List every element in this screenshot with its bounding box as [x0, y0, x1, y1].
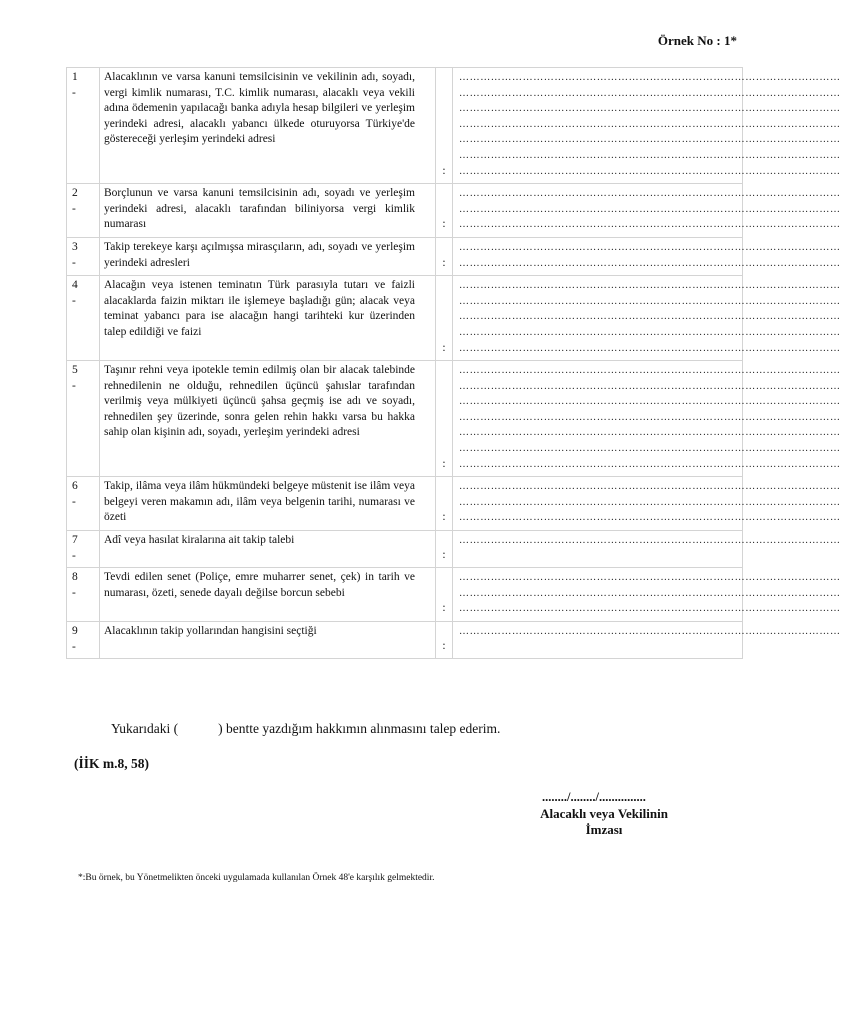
row-label-cell: [100, 68, 436, 184]
form-row: [67, 568, 743, 622]
row-label: Alacaklının takip yollarından hangisini seçtiği: [104, 625, 317, 637]
row-number: [67, 276, 100, 361]
row-label-cell: [100, 237, 436, 275]
dotted-line[interactable]: ………………………………………………………………………………………………: [459, 118, 841, 130]
dotted-line[interactable]: ………………………………………………………………………………………………: [459, 411, 841, 423]
dotted-line[interactable]: ………………………………………………………………………………………………: [459, 496, 841, 508]
dotted-line[interactable]: ………………………………………………………………………………………………: [459, 295, 841, 307]
dotted-line[interactable]: ………………………………………………………………………………………………: [459, 188, 841, 200]
row-colon: :: [436, 237, 453, 275]
dotted-line[interactable]: ………………………………………………………………………………………………: [459, 587, 841, 599]
row-answer-field[interactable]: [453, 622, 841, 659]
row-label-cell: [100, 477, 436, 531]
row-number-dash: -: [72, 549, 76, 562]
form-row: [67, 184, 743, 238]
form-row: [67, 237, 743, 275]
request-text-after: ) bentte yazdığım hakkımın alınmasını talep ederim.: [218, 721, 501, 736]
dotted-line[interactable]: ………………………………………………………………………………………………: [459, 365, 841, 377]
dotted-line[interactable]: ………………………………………………………………………………………………: [459, 458, 841, 470]
dotted-line[interactable]: ………………………………………………………………………………………………: [459, 219, 841, 231]
row-colon: :: [436, 531, 453, 568]
row-number-digit: 1: [72, 71, 78, 83]
row-colon: :: [436, 68, 453, 184]
row-answer-field[interactable]: [453, 68, 841, 184]
dotted-line[interactable]: ………………………………………………………………………………………………: [459, 134, 841, 146]
footnote: *:Bu örnek, bu Yönetmelikten önceki uygulamada kullanılan Örnek 48'e karşılık gelmektedir.: [78, 873, 435, 883]
row-number-dash: -: [72, 495, 76, 508]
row-label-cell: [100, 622, 436, 659]
row-number-dash: -: [72, 202, 76, 215]
dotted-line[interactable]: ………………………………………………………………………………………………: [459, 342, 841, 354]
row-label-cell: [100, 361, 436, 477]
form-row: [67, 531, 743, 568]
dotted-line[interactable]: ………………………………………………………………………………………………: [459, 481, 841, 493]
row-number-dash: -: [72, 640, 76, 653]
row-number-digit: 4: [72, 279, 78, 292]
row-number: [67, 68, 100, 184]
row-number-digit: 5: [72, 364, 78, 377]
row-number-digit: 8: [72, 571, 78, 584]
dotted-line[interactable]: ………………………………………………………………………………………………: [459, 603, 841, 615]
row-label-cell: [100, 184, 436, 238]
dotted-line[interactable]: ………………………………………………………………………………………………: [459, 427, 841, 439]
row-colon: :: [436, 568, 453, 622]
dotted-line[interactable]: ………………………………………………………………………………………………: [459, 380, 841, 392]
row-number-dash: -: [72, 379, 76, 392]
row-number-dash: -: [72, 294, 76, 307]
row-label: Tevdi edilen senet (Poliçe, emre muharrer senet, çek) in tarih ve numarası, özeti, senede dayalı değilse borcun sebebi: [104, 571, 415, 599]
row-number-digit: 9: [72, 625, 78, 637]
row-answer-field[interactable]: [453, 184, 841, 238]
dotted-line[interactable]: ………………………………………………………………………………………………: [459, 241, 841, 253]
row-number: [67, 531, 100, 568]
row-answer-field[interactable]: [453, 477, 841, 531]
form-row: [67, 276, 743, 361]
request-text-before: Yukarıdaki (: [111, 721, 179, 736]
dotted-line[interactable]: ………………………………………………………………………………………………: [459, 103, 841, 115]
dotted-line[interactable]: ………………………………………………………………………………………………: [459, 257, 841, 269]
row-number-dash: -: [72, 586, 76, 599]
row-number: [67, 568, 100, 622]
form-row: [67, 477, 743, 531]
dotted-line[interactable]: ………………………………………………………………………………………………: [459, 311, 841, 323]
row-colon: :: [436, 622, 453, 659]
dotted-line[interactable]: ………………………………………………………………………………………………: [459, 149, 841, 161]
row-label-cell: [100, 568, 436, 622]
row-number-digit: 2: [72, 187, 78, 200]
dotted-line[interactable]: ………………………………………………………………………………………………: [459, 443, 841, 455]
dotted-line[interactable]: ………………………………………………………………………………………………: [459, 512, 841, 524]
form-row: [67, 361, 743, 477]
row-label-cell: [100, 531, 436, 568]
dotted-line[interactable]: ………………………………………………………………………………………………: [459, 535, 841, 547]
law-reference: (İİK m.8, 58): [74, 756, 149, 771]
row-colon: :: [436, 184, 453, 238]
row-number: [67, 237, 100, 275]
dotted-line[interactable]: ………………………………………………………………………………………………: [459, 572, 841, 584]
row-number-digit: 3: [72, 240, 78, 253]
row-number: [67, 184, 100, 238]
dotted-line[interactable]: ………………………………………………………………………………………………: [459, 165, 841, 177]
row-number: [67, 361, 100, 477]
row-label: Takip terekeye karşı açılmışsa mirasçıların, adı, soyadı ve yerleşim yerindeki adresleri: [104, 240, 415, 269]
row-colon: :: [436, 361, 453, 477]
row-label-cell: [100, 276, 436, 361]
row-answer-field[interactable]: [453, 361, 841, 477]
dotted-line[interactable]: ………………………………………………………………………………………………: [459, 396, 841, 408]
dotted-line[interactable]: ………………………………………………………………………………………………: [459, 203, 841, 215]
row-label: Alacaklının ve varsa kanuni temsilcisinin ve vekilinin adı, soyadı, vergi kimlik numarası, T.C. kimlik numarası, alacaklı veya vekili adına ödemenin yapılacağı banka adıyla hesap bilgileri ve yerleşim yerindeki adresi, alacaklı yabancı ülkede oturuyorsa Türkiye'de göstereceği yerleşim yerindeki adresi: [104, 71, 415, 146]
form-rows: [67, 68, 841, 659]
row-label: Alacağın veya istenen teminatın Türk parasıyla tutarı ve faizli alacaklarda faizin miktarı ile işlemeye başladığı gün; alacak veya teminat yabancı para ise alacağın hangi tarihteki kur üzerinden talep edildiği ve faizi: [104, 279, 415, 338]
signature-date-line: ......../......../...............: [542, 790, 646, 804]
row-label: Adî veya hasılat kiralarına ait takip talebi: [104, 534, 295, 547]
signature-block: [526, 806, 682, 838]
row-number: [67, 477, 100, 531]
row-answer-field[interactable]: [453, 568, 841, 622]
form-table: [66, 67, 841, 659]
row-number-dash: -: [72, 86, 76, 99]
row-answer-field[interactable]: [453, 237, 841, 275]
signer-title: Alacaklı veya Vekilinin: [540, 806, 668, 821]
form-number: Örnek No : 1*: [657, 33, 737, 48]
dotted-line[interactable]: ………………………………………………………………………………………………: [459, 87, 841, 99]
request-statement: [111, 721, 500, 737]
dotted-line[interactable]: ………………………………………………………………………………………………: [459, 326, 841, 338]
dotted-line[interactable]: ………………………………………………………………………………………………: [459, 280, 841, 292]
dotted-line[interactable]: ………………………………………………………………………………………………: [459, 72, 841, 83]
row-answer-field[interactable]: [453, 531, 841, 568]
row-label: Borçlunun ve varsa kanuni temsilcisinin adı, soyadı ve yerleşim yerindeki adresi, alacaklı tarafından biliniyorsa vergi kimlik numarası: [104, 187, 415, 231]
row-number-digit: 6: [72, 480, 78, 493]
row-number-digit: 7: [72, 534, 78, 547]
signature-label: İmzası: [585, 822, 623, 837]
dotted-line[interactable]: ………………………………………………………………………………………………: [459, 626, 841, 637]
form-row: [67, 68, 743, 184]
row-label: Takip, ilâma veya ilâm hükmündeki belgeye müstenit ise ilâm veya belgeyi veren makamın adı, ilâm veya belgenin tarihi, numarası ve özeti: [104, 480, 415, 524]
row-colon: :: [436, 276, 453, 361]
row-label: Taşınır rehni veya ipotekle temin edilmiş olan bir alacak talebinde rehnedilenin ne olduğu, rehnedilen üçüncü şahıslar tarafından verilmiş veya mülkiyeti üçüncü şahsa geçmiş ise adı ve soyadı, rehnedilen şey üzerinde, sonra gelen rehin hakkı varsa bu hakka sahip olan kişinin adı, soyadı, yerleşim yerindeki adresi: [104, 364, 415, 439]
form-row: [67, 622, 743, 659]
row-colon: :: [436, 477, 453, 531]
row-answer-field[interactable]: [453, 276, 841, 361]
row-number-dash: -: [72, 256, 76, 269]
row-number: [67, 622, 100, 659]
